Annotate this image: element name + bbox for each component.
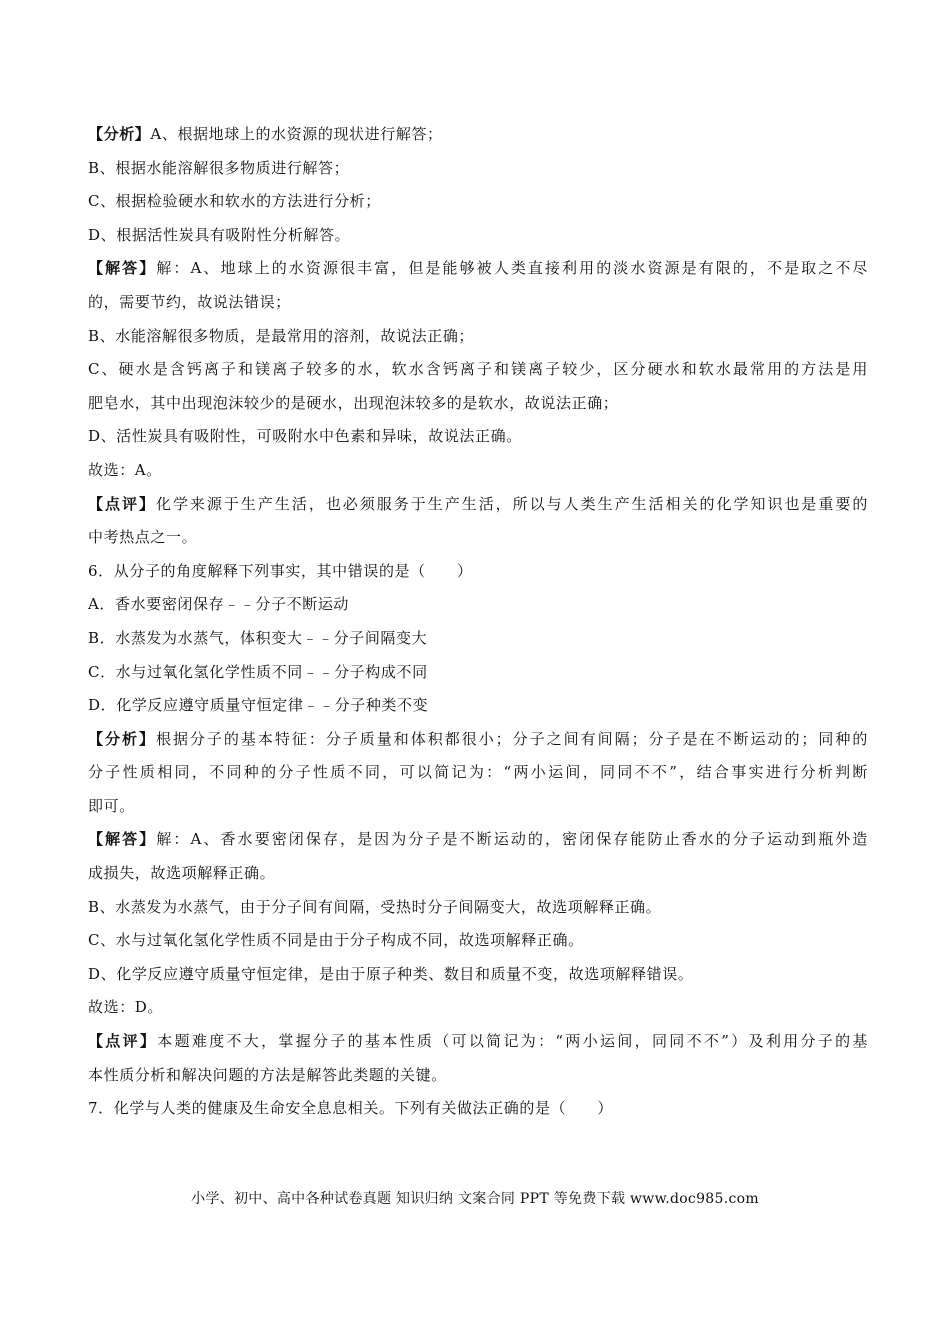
text-line bbox=[88, 891, 868, 925]
text-line bbox=[88, 286, 868, 320]
text-line bbox=[88, 1092, 868, 1126]
text-line bbox=[88, 656, 868, 690]
line-text: D．化学反应遵守质量守恒定律﹣﹣分子种类不变 bbox=[88, 696, 429, 715]
line-text: B．水蒸发为水蒸气，体积变大﹣﹣分子间隔变大 bbox=[88, 628, 428, 647]
text-line bbox=[88, 353, 868, 387]
line-text: 6．从分子的角度解释下列事实，其中错误的是（ ） bbox=[88, 561, 473, 580]
text-line bbox=[88, 857, 868, 891]
line-text: C．水与过氧化氢化学性质不同﹣﹣分子构成不同 bbox=[88, 662, 428, 681]
line-text: 本性质分析和解决问题的方法是解答此类题的关键。 bbox=[88, 1065, 447, 1084]
line-text: A．香水要密闭保存﹣﹣分子不断运动 bbox=[88, 595, 350, 614]
line-text: 中考热点之一。 bbox=[88, 528, 198, 547]
line-text: B、水蒸发为水蒸气，由于分子间有间隔，受热时分子间隔变大，故选项解释正确。 bbox=[88, 897, 662, 916]
text-line bbox=[88, 118, 868, 152]
text-line bbox=[88, 1025, 868, 1059]
line-text: 即可。 bbox=[88, 796, 135, 815]
line-text: B、根据水能溶解很多物质进行解答； bbox=[88, 158, 350, 177]
line-text: 化学来源于生产生活，也必须服务于生产生活，所以与人类生产生活相关的化学知识也是重要的 bbox=[155, 494, 868, 513]
line-text: 故选：D。 bbox=[88, 998, 164, 1017]
section-tag: 【分析】 bbox=[88, 729, 156, 748]
section-tag: 【点评】 bbox=[88, 1032, 158, 1051]
text-line bbox=[88, 622, 868, 656]
line-text: 故选：A。 bbox=[88, 460, 162, 479]
text-line bbox=[88, 924, 868, 958]
line-text: D、根据活性炭具有吸附性分析解答。 bbox=[88, 225, 351, 244]
text-line bbox=[88, 991, 868, 1025]
text-line bbox=[88, 219, 868, 253]
line-text: 的，需要节约，故说法错误； bbox=[88, 292, 291, 311]
page-footer: 小学、初中、高中各种试卷真题 知识归纳 文案合同 PPT 等免费下载 www.doc985.com bbox=[191, 1191, 759, 1207]
text-line bbox=[88, 958, 868, 992]
text-line bbox=[88, 521, 868, 555]
line-text: B、水能溶解很多物质，是最常用的溶剂，故说法正确； bbox=[88, 326, 475, 345]
line-text: D、活性炭具有吸附性，可吸附水中色素和异味，故说法正确。 bbox=[88, 427, 522, 446]
section-tag: 【解答】 bbox=[88, 830, 157, 849]
document-body bbox=[88, 118, 868, 1126]
text-line bbox=[88, 185, 868, 219]
text-line bbox=[88, 387, 868, 421]
text-line bbox=[88, 420, 868, 454]
text-line bbox=[88, 1059, 868, 1093]
text-line bbox=[88, 689, 868, 723]
text-line bbox=[88, 588, 868, 622]
text-line bbox=[88, 555, 868, 589]
line-text: A、根据地球上的水资源的现状进行解答； bbox=[150, 125, 443, 143]
line-text: 成损失，故选项解释正确。 bbox=[88, 864, 276, 883]
text-line bbox=[88, 252, 868, 286]
line-text: D、化学反应遵守质量守恒定律，是由于原子种类、数目和质量不变，故选项解释错误。 bbox=[88, 964, 694, 983]
text-line bbox=[88, 454, 868, 488]
section-tag: 【分析】 bbox=[88, 125, 151, 143]
text-line bbox=[88, 823, 868, 857]
line-text: 本题难度不大，掌握分子的基本性质（可以简记为：“两小运间，同同不不”）及利用分子的基 bbox=[157, 1032, 868, 1051]
line-text: 解：A、地球上的水资源很丰富，但是能够被人类直接利用的淡水资源是有限的，不是取之不尽 bbox=[156, 259, 868, 278]
text-line bbox=[88, 320, 868, 354]
text-line bbox=[88, 152, 868, 186]
section-tag: 【解答】 bbox=[88, 259, 157, 278]
line-text: 根据分子的基本特征：分子质量和体积都很小；分子之间有间隔；分子是在不断运动的；同种的 bbox=[155, 729, 868, 748]
text-line bbox=[88, 756, 868, 790]
text-line bbox=[88, 723, 868, 757]
line-text: 解：A、香水要密闭保存，是因为分子是不断运动的，密闭保存能防止香水的分子运动到瓶外造 bbox=[156, 830, 868, 849]
line-text: C、水与过氧化氢化学性质不同是由于分子构成不同，故选项解释正确。 bbox=[88, 931, 584, 950]
text-line bbox=[88, 488, 868, 522]
line-text: 肥皂水，其中出现泡沫较少的是硬水，出现泡沫较多的是软水，故说法正确； bbox=[88, 393, 619, 412]
line-text: 分子性质相同，不同种的分子性质不同，可以简记为：“两小运间，同同不不”，结合事实进行分析判断 bbox=[88, 763, 868, 782]
line-text: C、根据检验硬水和软水的方法进行分析； bbox=[88, 192, 381, 211]
line-text: C、硬水是含钙离子和镁离子较多的水，软水含钙离子和镁离子较少，区分硬水和软水最常用的方法是用 bbox=[88, 360, 868, 379]
text-line bbox=[88, 790, 868, 824]
line-text: 7．化学与人类的健康及生命安全息息相关。下列有关做法正确的是（ ） bbox=[88, 1099, 613, 1118]
section-tag: 【点评】 bbox=[88, 494, 156, 513]
